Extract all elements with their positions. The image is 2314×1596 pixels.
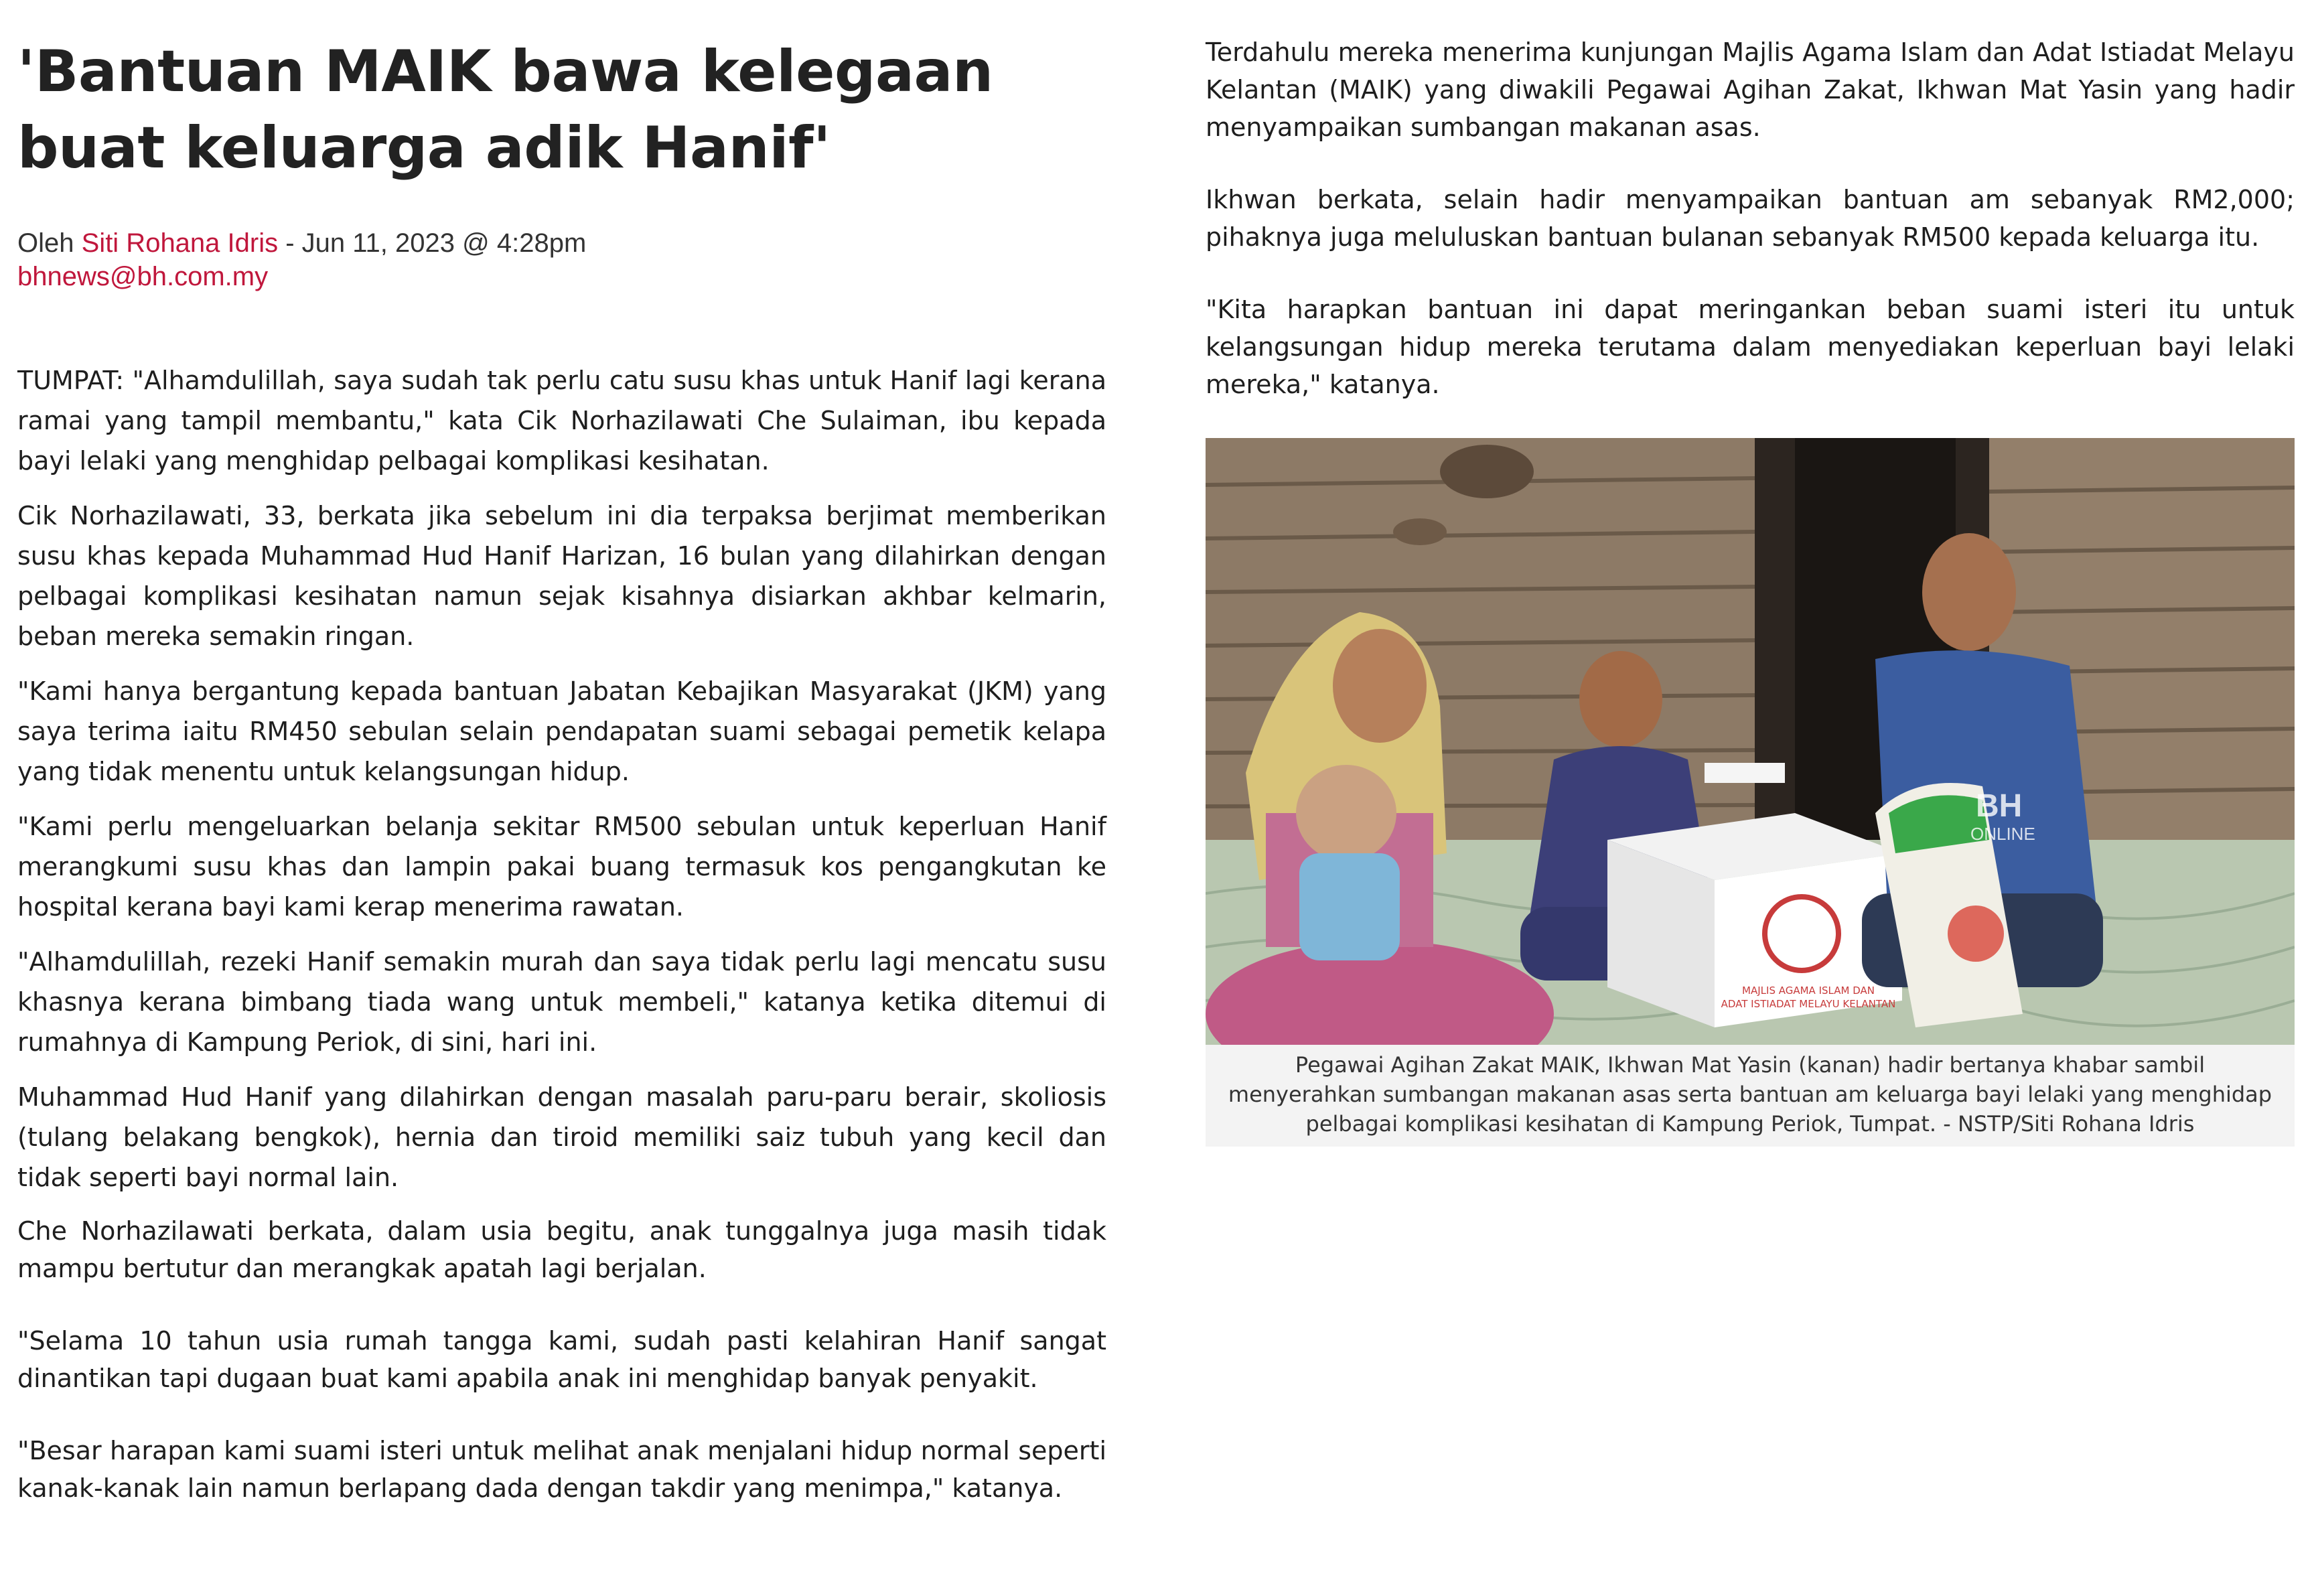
article-photo-figure — [1206, 438, 2295, 1147]
baby-figure — [1296, 765, 1400, 960]
box-label-line-1: MAJLIS AGAMA ISLAM DAN — [1742, 985, 1875, 997]
bh-watermark: BH — [1976, 788, 2023, 824]
donation-box — [1607, 813, 1902, 1027]
publish-datetime: - Jun 11, 2023 @ 4:28pm — [285, 228, 587, 258]
photo-caption: Pegawai Agihan Zakat MAIK, Ikhwan Mat Yasin (kanan) hadir bertanya khabar sambil menyerahkan sumbangan makanan asas serta bantuan am keluarga bayi lelaki yang menghidap pelbagai komplikasi kesihatan di Kampung Periok, Tumpat. - NSTP/Siti Rohana Idris — [1228, 1052, 2272, 1137]
article-left-column — [17, 33, 1106, 1507]
author-email-link[interactable]: bhnews@bh.com.my — [17, 262, 269, 291]
paragraph: "Kami perlu mengeluarkan belanja sekitar RM500 sebulan untuk keperluan Hanif merangkumi susu khas dan lampin pakai buang termasuk kos pengangkutan ke hospital kerana bayi kami kerap menerima rawatan. — [17, 812, 1106, 922]
byline — [17, 226, 1106, 293]
paragraph: Cik Norhazilawati, 33, berkata jika sebelum ini dia terpaksa berjimat memberikan susu khas kepada Muhammad Hud Hanif Harizan, 16 bulan yang dilahirkan dengan pelbagai komplikasi kesihatan namun sejak kisahnya disiarkan akhbar kelmarin, beban mereka semakin ringan. — [17, 501, 1106, 651]
paragraph: Muhammad Hud Hanif yang dilahirkan dengan masalah paru-paru berair, skoliosis (tulang belakang bengkok), hernia dan tiroid memiliki saiz tubuh yang kecil dan tidak seperti bayi normal lain. — [17, 1082, 1106, 1192]
paragraph: Ikhwan berkata, selain hadir menyampaikan bantuan am sebanyak RM2,000; pihaknya juga meluluskan bantuan bulanan sebanyak RM500 kepada keluarga itu. — [1206, 185, 2295, 252]
article-photo — [1206, 438, 2295, 1045]
box-label-line-2: ADAT ISTIADAT MELAYU KELANTAN — [1721, 998, 1896, 1010]
author-link[interactable]: Siti Rohana Idris — [81, 228, 279, 258]
article-headline: 'Bantuan MAIK bawa kelegaan buat keluarga adik Hanif' — [17, 38, 993, 182]
paragraph: "Alhamdulillah, rezeki Hanif semakin murah dan saya tidak perlu lagi mencatu susu khasnya kerana bimbang tiada wang untuk membeli," katanya ketika ditemui di rumahnya di Kampung Periok, di sini, hari ini. — [17, 947, 1106, 1057]
envelope — [1705, 763, 1785, 783]
paragraph: Terdahulu mereka menerima kunjungan Majlis Agama Islam dan Adat Istiadat Melayu Kelantan (MAIK) yang diwakili Pegawai Agihan Zakat, Ikhwan Mat Yasin yang hadir menyampaikan sumbangan makanan asas. — [1206, 38, 2295, 142]
byline-prefix: Oleh — [17, 228, 74, 258]
paragraph: Che Norhazilawati berkata, dalam usia begitu, anak tunggalnya juga masih tidak mampu bertutur dan merangkak apatah lagi berjalan. — [17, 1216, 1106, 1283]
bh-online-watermark: ONLINE — [1970, 824, 2035, 844]
article-right-column — [1206, 33, 2295, 1147]
paragraph: "Besar harapan kami suami isteri untuk melihat anak menjalani hidup normal seperti kanak-kanak lain namun berlapang dada dengan takdir yang menimpa," katanya. — [17, 1436, 1106, 1503]
paragraph: TUMPAT: "Alhamdulillah, saya sudah tak perlu catu susu khas untuk Hanif lagi kerana ramai yang tampil membantu," kata Cik Norhazilawati Che Sulaiman, ibu kepada bayi lelaki yang menghidap pelbagai komplikasi kesihatan. — [17, 366, 1106, 476]
paragraph: "Selama 10 tahun usia rumah tangga kami, sudah pasti kelahiran Hanif sangat dinantikan tapi dugaan buat kami apabila anak ini menghidap banyak penyakit. — [17, 1326, 1106, 1393]
paragraph: "Kita harapkan bantuan ini dapat meringankan beban suami isteri itu untuk kelangsungan hidup mereka terutama dalam menyediakan keperluan bayi lelaki mereka," katanya. — [1206, 295, 2295, 399]
paragraph: "Kami hanya bergantung kepada bantuan Jabatan Kebajikan Masyarakat (JKM) yang saya terima iaitu RM450 sebulan selain pendapatan suami sebagai pemetik kelapa yang tidak menentu untuk kelangsungan hidup. — [17, 676, 1106, 786]
